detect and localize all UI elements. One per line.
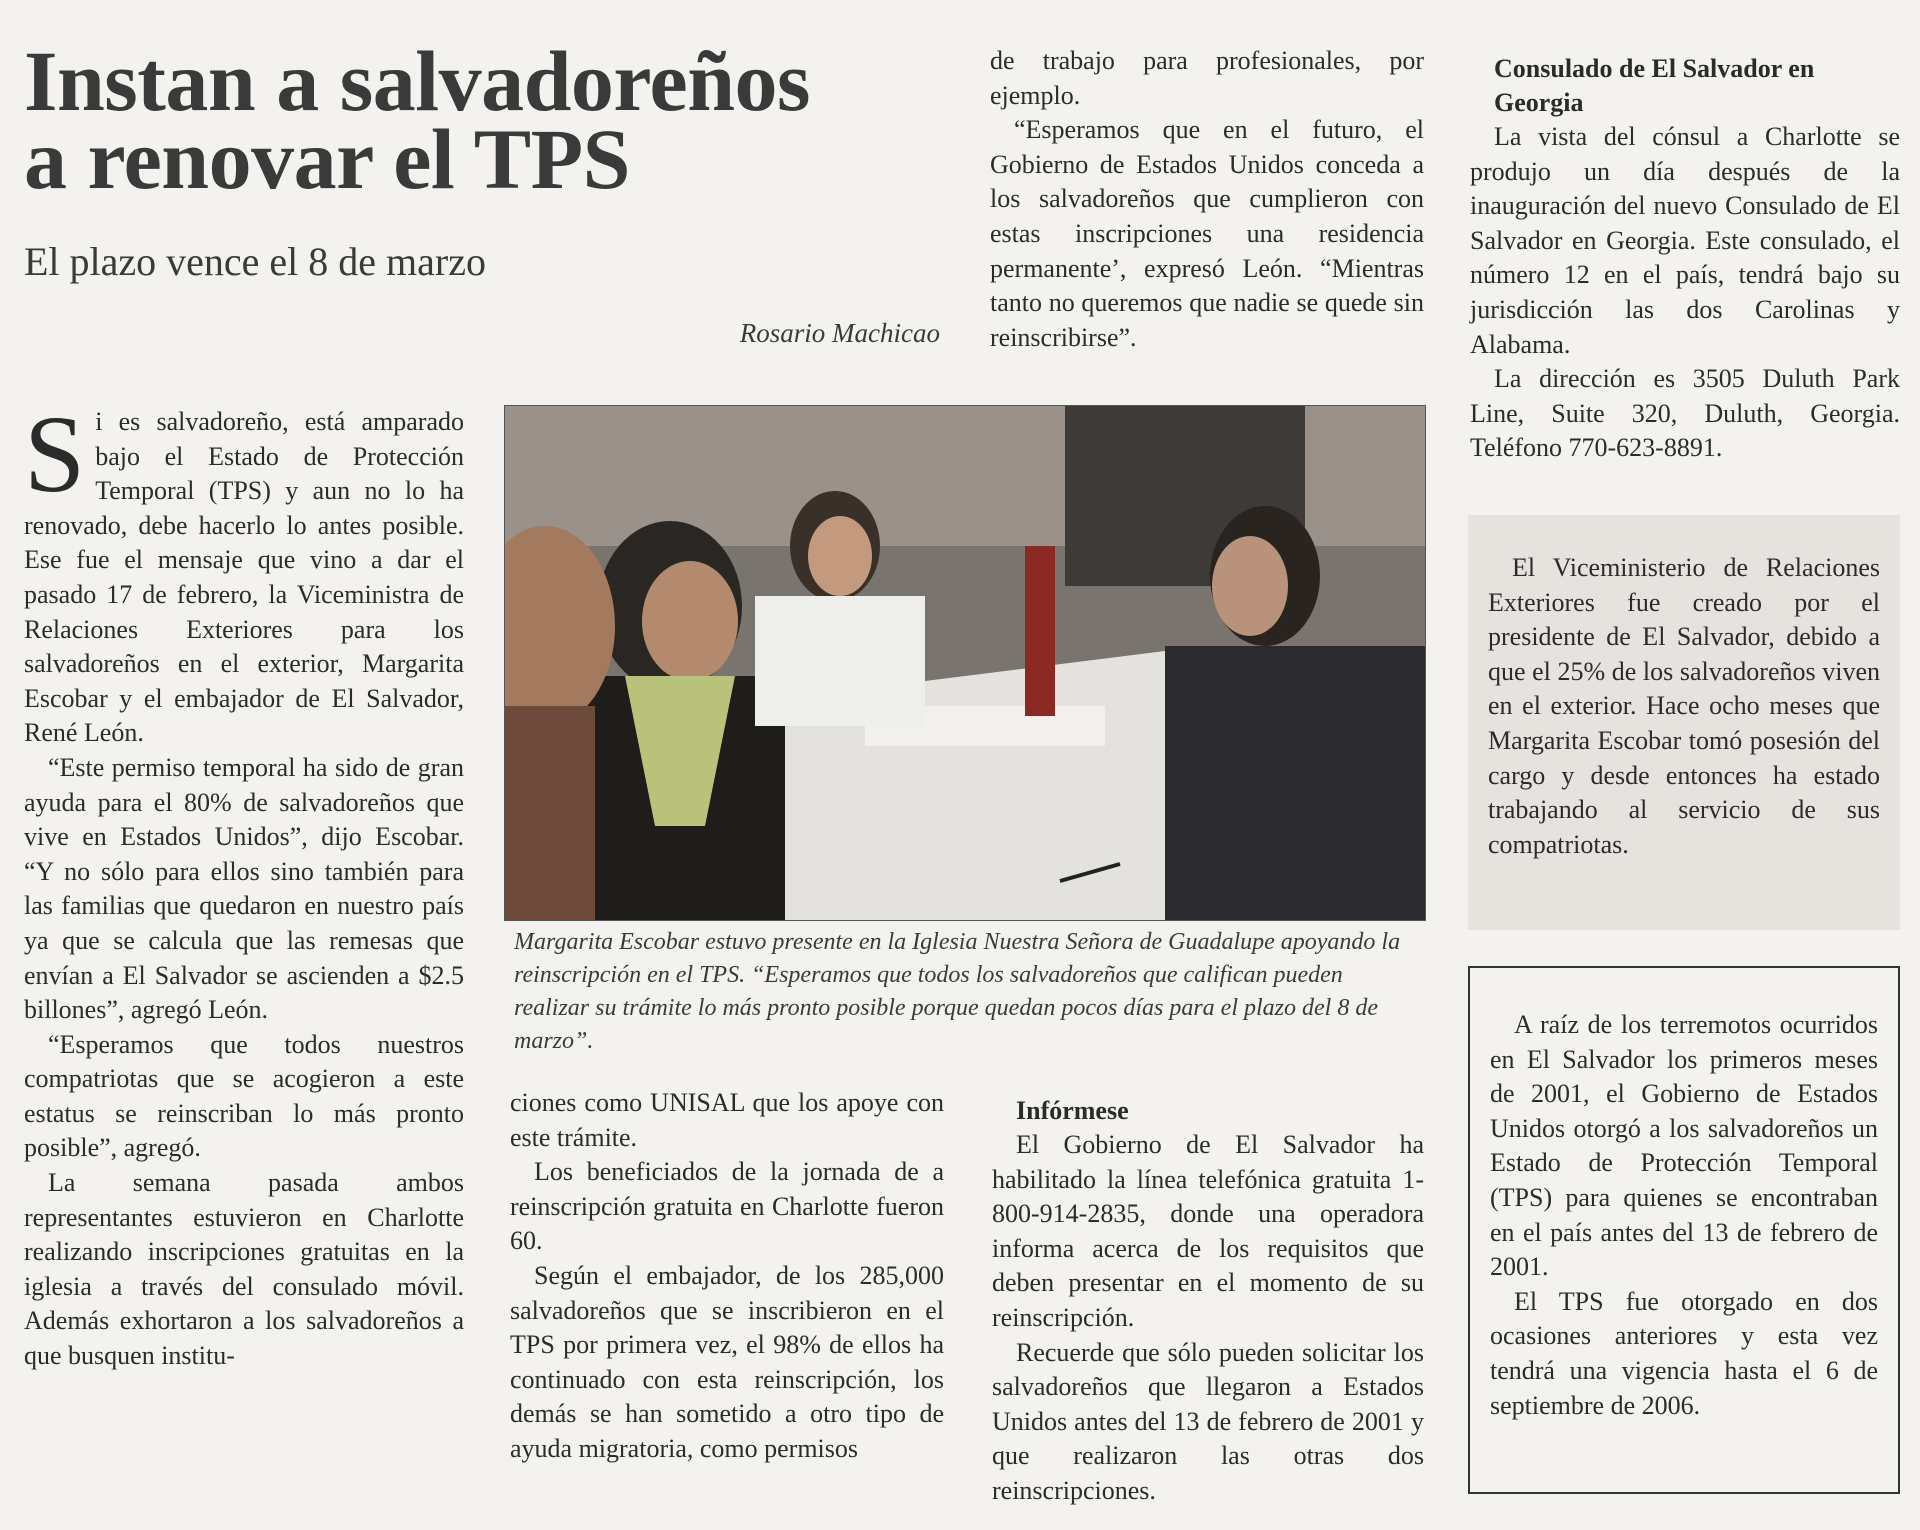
- paragraph: Si es salvadoreño, está amparado bajo el Estado de Protección Temporal (TPS) y aun no lo ha renovado, debe hacerlo lo antes posible. Ese fue el mensaje que vino a dar el pasado 17 de febrero, la Viceministra de Relaciones Exteriores para los salvadoreños en el exterior, Margarita Escobar y el embajador de El Salvador, René León.: [24, 393, 464, 748]
- sidebar-box-terremotos: [1468, 966, 1900, 1494]
- paragraph: “Esperamos que todos nuestros compatriotas que se acogieron a este estatus se reinscriban lo más pronto posible”, agregó.: [24, 1029, 464, 1163]
- column-4: [1470, 52, 1900, 466]
- paragraph: Los beneficiados de la jornada de a reinscripción gratuita en Charlotte fueron 60.: [510, 1157, 944, 1256]
- paragraph: Recuerde que sólo pueden solicitar los salvadoreños que llegaron a Estados Unidos antes del 13 de febrero de 2001 y que realizaron las otras dos reinscripciones.: [992, 1337, 1424, 1505]
- column-2-bottom: [510, 1086, 944, 1467]
- headline-line-2: a renovar el TPS: [24, 111, 630, 207]
- paragraph: ciones como UNISAL que los apoye con este trámite.: [510, 1088, 944, 1152]
- subhead-consulado: Consulado de El Salvador en Georgia: [1494, 54, 1815, 117]
- deck: El plazo vence el 8 de marzo: [24, 239, 486, 284]
- paragraph: La vista del cónsul a Charlotte se produjo un día después de la inauguración del nuevo Consulado de El Salvador en Georgia. Este consulado, el número 12 en el país, tendrá bajo su jurisdicción las dos Carolinas y Alabama.: [1470, 122, 1900, 359]
- column-1: [24, 393, 464, 1374]
- column-2-top: [990, 44, 1424, 355]
- paragraph: El Viceministerio de Relaciones Exteriores fue creado por el presidente de El Salvador, debido a que el 25% de los salvadoreños viven en el exterior. Hace ocho meses que Margarita Escobar tomó posesión del cargo y desde entonces ha estado trabajando al servicio de sus compatriotas.: [1488, 553, 1880, 859]
- subhead-informese: Infórmese: [1016, 1096, 1129, 1125]
- photo-caption: Margarita Escobar estuvo presente en la Iglesia Nuestra Señora de Guadalupe apoyando la reinscripción en el TPS. “Esperamos que todos los salvadoreños que califican pueden realizar su trámite lo más pronto posible porque quedan pocos días para el plazo del 8 de marzo”.: [514, 929, 1401, 1054]
- photo-illustration: [505, 406, 1425, 920]
- sidebar-box-viceministerio: [1468, 515, 1900, 930]
- paragraph: A raíz de los terremotos ocurridos en El Salvador los primeros meses de 2001, el Gobierno de Estados Unidos otorgó a los salvadoreños un Estado de Protección Temporal (TPS) para quienes se encontraban en el país antes del 13 de febrero de 2001.: [1490, 1010, 1878, 1282]
- byline: Rosario Machicao: [739, 318, 940, 348]
- paragraph: “Esperamos que en el futuro, el Gobierno de Estados Unidos conceda a los salvadoreños que cumplieron con estas inscripciones una residencia permanente’, expresó León. “Mientras tanto no queremos que nadie se quede sin reinscribirse”.: [990, 115, 1424, 352]
- news-photo: [504, 405, 1426, 921]
- drop-cap: S: [24, 393, 86, 515]
- paragraph: El Gobierno de El Salvador ha habilitado la línea telefónica gratuita 1-800-914-2835, donde una operadora informa acerca de los requisitos que deben presentar en el momento de su reinscripción.: [992, 1130, 1424, 1332]
- headline-line-1: Instan a salvadoreños: [24, 33, 811, 129]
- paragraph: La dirección es 3505 Duluth Park Line, Suite 320, Duluth, Georgia. Teléfono 770-623-8891.: [1470, 364, 1900, 463]
- headline: [24, 33, 954, 207]
- paragraph: Según el embajador, de los 285,000 salvadoreños que se inscribieron en el TPS por primera vez, el 98% de ellos ha continuado con esta reinscripción, los demás se han sometido a otro tipo de ayuda migratoria, como permisos: [510, 1260, 944, 1463]
- paragraph: La semana pasada ambos representantes estuvieron en Charlotte realizando inscripciones gratuitas en la iglesia a través del consulado móvil. Además exhortaron a los salvadoreños a que busquen institu-: [24, 1168, 464, 1371]
- column-3-bottom: [992, 1094, 1424, 1509]
- paragraph: “Este permiso temporal ha sido de gran ayuda para el 80% de salvadoreños que vive en Estados Unidos”, dijo Escobar. “Y no sólo para ellos sino también para las familias que quedaron en nuestro país ya que se calcula que las remesas que envían a El Salvador se ascienden a $2.5 billones”, agregó León.: [24, 752, 464, 1025]
- paragraph: El TPS fue otorgado en dos ocasiones anteriores y esta vez tendrá una vigencia hasta el 6 de septiembre de 2006.: [1490, 1286, 1878, 1420]
- paragraph: de trabajo para profesionales, por ejemplo.: [990, 46, 1424, 110]
